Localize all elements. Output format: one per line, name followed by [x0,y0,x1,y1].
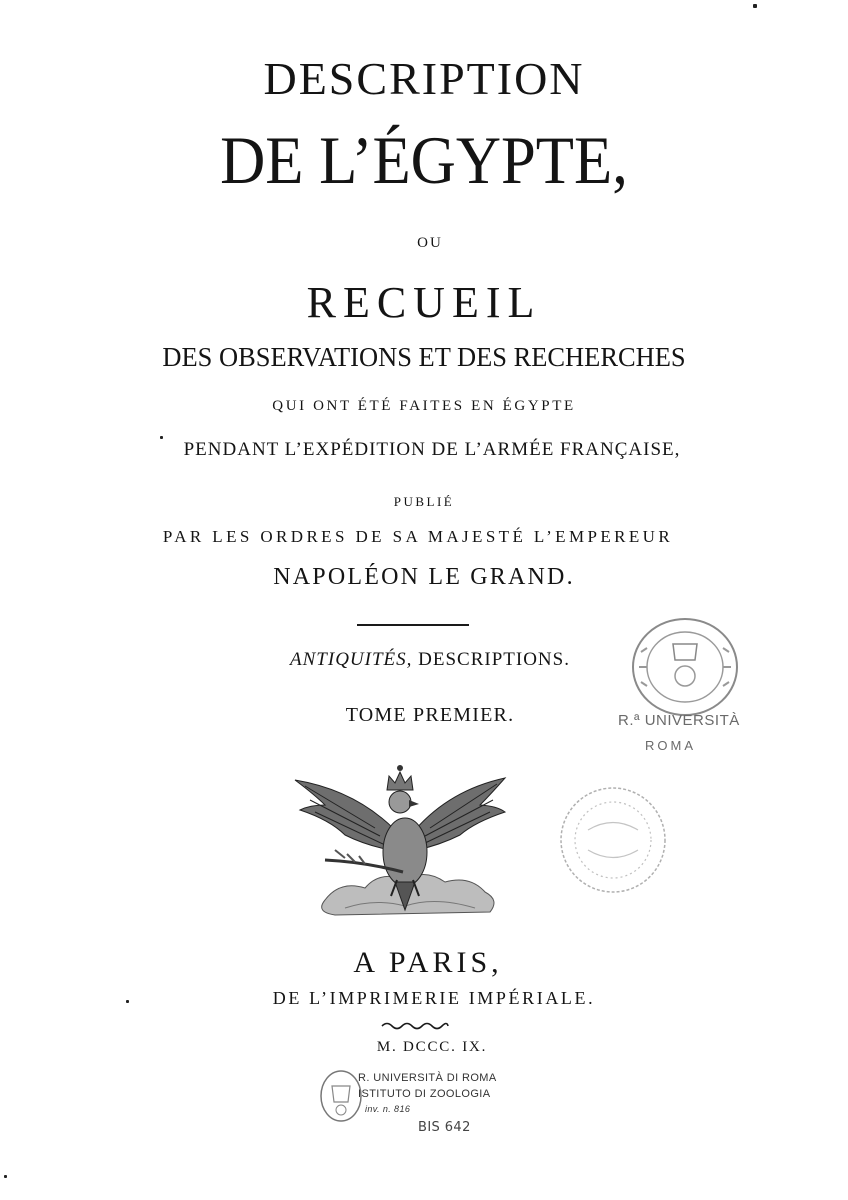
title-ou: OU [417,235,443,251]
subtitle-expedition: PENDANT L’EXPÉDITION DE L’ARMÉE FRANÇAISE, [183,439,681,460]
institute-stamp [625,612,745,722]
ornamental-rule [380,1020,450,1032]
divider-rule [357,624,469,626]
round-stamp [548,780,678,900]
imperial-eagle-vignette [285,750,515,925]
library-stamp-shelfmark: BIS 642 [418,1120,471,1135]
university-stamp-line1: R.ª UNIVERSITÀ [618,712,740,729]
library-stamp-line1: R. UNIVERSITÀ DI ROMA [358,1072,497,1084]
scan-speck [126,1000,129,1003]
publie-label: PUBLIÉ [393,494,455,509]
printer-imperiale: DE L’IMPRIMERIE IMPÉRIALE. [272,988,596,1008]
publication-year: M. DCCC. IX. [376,1039,488,1055]
scan-speck [4,1175,7,1178]
place-paris: A PARIS, [353,946,503,979]
subtitle-faites: QUI ONT ÉTÉ FAITES EN ÉGYPTE [272,398,576,414]
napoleon-line: NAPOLÉON LE GRAND. [273,564,575,590]
section-italic: ANTIQUITÉS, [290,649,413,670]
scan-speck [753,4,757,8]
library-stamp-line2: ISTITUTO DI ZOOLOGIA [358,1088,491,1100]
university-stamp-line2: ROMA [645,738,696,753]
title-description: DESCRIPTION [263,53,585,104]
library-stamp-inventory: inv. n. 816 [365,1104,411,1114]
subtitle-observations: DES OBSERVATIONS ET DES RECHERCHES [162,342,686,372]
ordres-line: PAR LES ORDRES DE SA MAJESTÉ L’EMPEREUR [162,527,674,546]
title-recueil: RECUEIL [306,278,542,327]
volume-label: TOME PREMIER. [345,704,515,726]
section-rest: DESCRIPTIONS. [412,649,570,670]
scan-speck [160,436,163,439]
title-egypte: DE L’ÉGYPTE, [220,122,628,198]
